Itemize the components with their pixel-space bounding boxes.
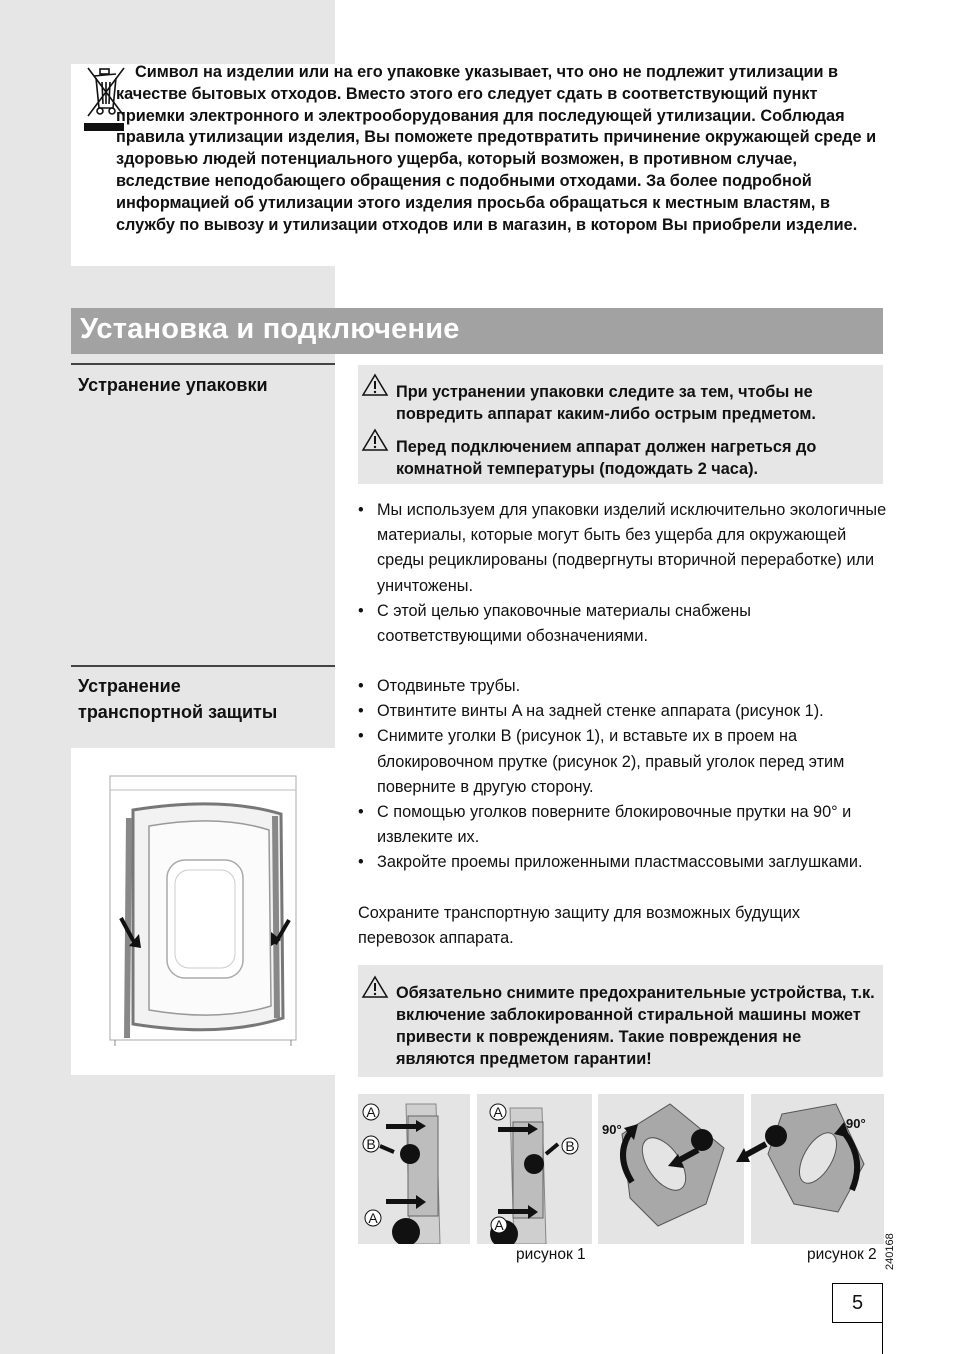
list-item: • С помощью уголков поверните блокировочные прутки на 90° и извлеките их.	[358, 800, 888, 850]
transport-warning: Обязательно снимите предохранительные устройства, т.к. включение заблокированной стиральной машины может привести к повреждениям. Такие повреждения не являются предметом гарантии!	[396, 984, 875, 1068]
list-item: • Мы используем для упаковки изделий исключительно экологичные материалы, которые могут быть без ущерба для окружающей среды рециклированы (подвергнуты вторичной переработке) или уничтожены.	[358, 498, 888, 599]
transport-heading	[78, 673, 277, 725]
disposal-notice-text: Символ на изделии или на его упаковке указывает, что оно не подлежит утилизации в качестве бытовых отходов. Вместо этого его следует сдать в соответствующий пункт приемки электронного и электрооборудования для последующей утилизации. Соблюдая правила утилизации изделия, Вы поможете предотвратить причинение окружающей среде и здоровью людей потенциального ущерба, который возможен, в противном случае, вследствие неподобающего обращения с подобными отходами. За более подробной информацией об утилизации этого изделия просьба обращаться к местным властям, в службу по вывозу и утилизации отходов или в магазин, в котором Вы приобрели изделие.	[116, 63, 877, 234]
packaging-heading: Устранение упаковки	[78, 375, 268, 395]
packaging-warning-1: При устранении упаковки следите за тем, чтобы не повредить аппарат каким-либо острым предметом.	[396, 383, 816, 423]
figure-label-a: A	[368, 1210, 378, 1226]
figure-label-b: B	[565, 1138, 575, 1154]
warning-triangle-icon	[361, 975, 389, 999]
figure-angle-label: 90°	[846, 1116, 866, 1131]
page-edge-line	[882, 1323, 883, 1354]
packaging-bullet-list	[358, 498, 888, 649]
transport-note: Сохраните транспортную защиту для возможных будущих перевозок аппарата.	[358, 904, 801, 948]
divider	[71, 363, 335, 365]
list-item: • С этой целью упаковочные материалы снабжены соответствующими обозначениями.	[358, 599, 888, 649]
section-banner	[71, 308, 883, 354]
figure-label-a: A	[493, 1104, 503, 1120]
page-number: 5	[851, 1292, 864, 1314]
figure-label-a: A	[494, 1217, 504, 1233]
page-number-box	[832, 1283, 883, 1323]
figure-label-a: A	[366, 1104, 376, 1120]
figure-2-caption: рисунок 2	[807, 1246, 877, 1263]
figure-2-illustration	[598, 1094, 884, 1244]
list-item: • Снимите уголки B (рисунок 1), и вставьте их в проем на блокировочном прутке (рисунок 2), правый уголок перед этим поверните в другую сторону.	[358, 724, 888, 800]
section-title: Установка и подключение	[80, 313, 460, 345]
transport-heading-line2: транспортной защиты	[78, 702, 278, 722]
list-item: • Отвинтите винты A на задней стенке аппарата (рисунок 1).	[358, 699, 888, 724]
figure-1-illustration	[358, 1094, 592, 1244]
list-item: • Закройте проемы приложенными пластмассовыми заглушками.	[358, 850, 888, 875]
list-item: • Отодвиньте трубы.	[358, 674, 888, 699]
document-code: 240168	[884, 1233, 896, 1270]
warning-triangle-icon	[361, 428, 389, 452]
transport-bullet-list	[358, 674, 888, 876]
divider	[71, 665, 335, 667]
figure-angle-label: 90°	[602, 1122, 622, 1137]
machine-rear-illustration	[71, 748, 335, 1075]
warning-triangle-icon	[361, 373, 389, 397]
figure-1-caption: рисунок 1	[516, 1246, 586, 1263]
packaging-warning-2: Перед подключением аппарат должен нагреться до комнатной температуры (подождать 2 часа).	[396, 438, 817, 478]
machine-rear-illustration-panel	[71, 748, 335, 1075]
figure-label-b: B	[366, 1136, 376, 1152]
transport-heading-line1: Устранение	[78, 676, 181, 696]
